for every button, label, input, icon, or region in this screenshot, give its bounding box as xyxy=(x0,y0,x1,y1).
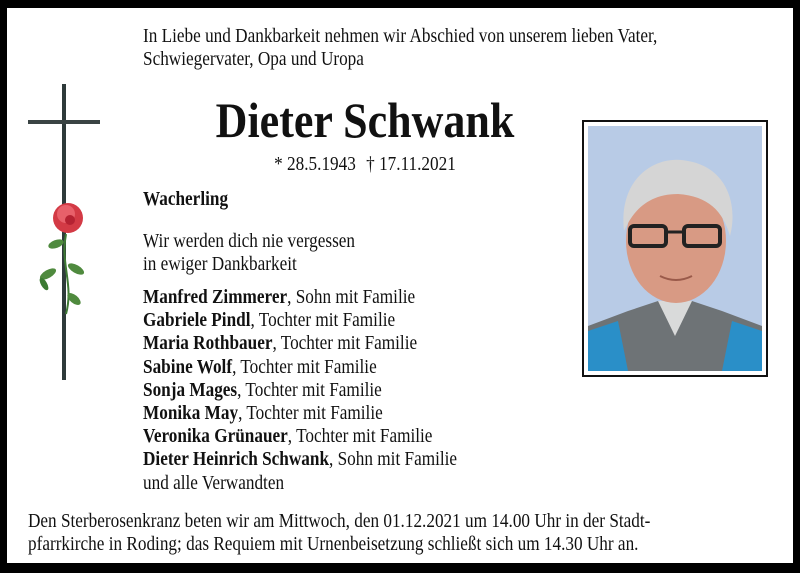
mourner-name: Gabriele Pindl xyxy=(143,309,251,332)
intro-text xyxy=(143,25,657,71)
birth-date: * 28.5.1943 xyxy=(274,153,356,175)
service-line: Den Sterberosenkranz beten wir am Mittwoch, den 01.12.2021 um 14.00 Uhr in der Stadt- xyxy=(28,510,651,532)
mourner-entry xyxy=(143,332,457,355)
mourner-entry xyxy=(143,425,457,448)
intro-line: Schwiegervater, Opa und Uropa xyxy=(143,48,364,71)
verse-line: Wir werden dich nie vergessen xyxy=(143,230,356,252)
mourner-relation: , Tochter mit Familie xyxy=(287,425,433,448)
memorial-verse xyxy=(143,230,355,276)
mourner-name: Monika May xyxy=(143,402,239,425)
mourner-relation: , Sohn mit Familie xyxy=(329,448,458,471)
mourner-relation: , Tochter mit Familie xyxy=(272,332,418,355)
intro-line: In Liebe und Dankbarkeit nehmen wir Abschied von unserem lieben Vater, xyxy=(143,25,658,47)
mourner-entry xyxy=(143,356,457,379)
deceased-name: Dieter Schwank xyxy=(215,92,515,148)
mourner-name: Manfred Zimmerer xyxy=(143,286,288,308)
mourner-entry xyxy=(143,379,457,402)
mourner-closing: und alle Verwandten xyxy=(143,471,285,494)
cross-with-rose-icon xyxy=(26,84,106,380)
mourner-name: Veronika Grünauer xyxy=(143,425,288,448)
service-announcement xyxy=(28,510,650,556)
mourner-entry xyxy=(143,402,457,425)
mourner-relation: , Tochter mit Familie xyxy=(250,309,396,332)
portrait-photo xyxy=(588,126,762,371)
mourners-list xyxy=(143,286,457,495)
verse-line: in ewiger Dankbarkeit xyxy=(143,253,297,276)
mourner-name: Dieter Heinrich Schwank xyxy=(143,448,330,471)
death-date: † 17.11.2021 xyxy=(366,153,456,175)
mourner-relation: , Tochter mit Familie xyxy=(237,378,382,401)
mourner-name: Sonja Mages xyxy=(143,378,238,401)
mourner-entry xyxy=(143,286,457,309)
place-of-residence: Wacherling xyxy=(143,188,229,210)
mourner-relation: , Tochter mit Familie xyxy=(238,402,383,425)
mourner-entry xyxy=(143,448,457,471)
mourner-relation: , Sohn mit Familie xyxy=(287,286,416,308)
portrait-photo-frame xyxy=(582,120,768,377)
mourner-name: Maria Rothbauer xyxy=(143,332,273,355)
mourner-name: Sabine Wolf xyxy=(143,355,233,378)
mourner-relation: , Tochter mit Familie xyxy=(232,355,377,378)
life-dates xyxy=(180,153,550,176)
mourner-entry xyxy=(143,309,457,332)
service-line: pfarrkirche in Roding; das Requiem mit Urnenbeisetzung schließt sich um 14.30 Uhr an. xyxy=(28,533,639,556)
